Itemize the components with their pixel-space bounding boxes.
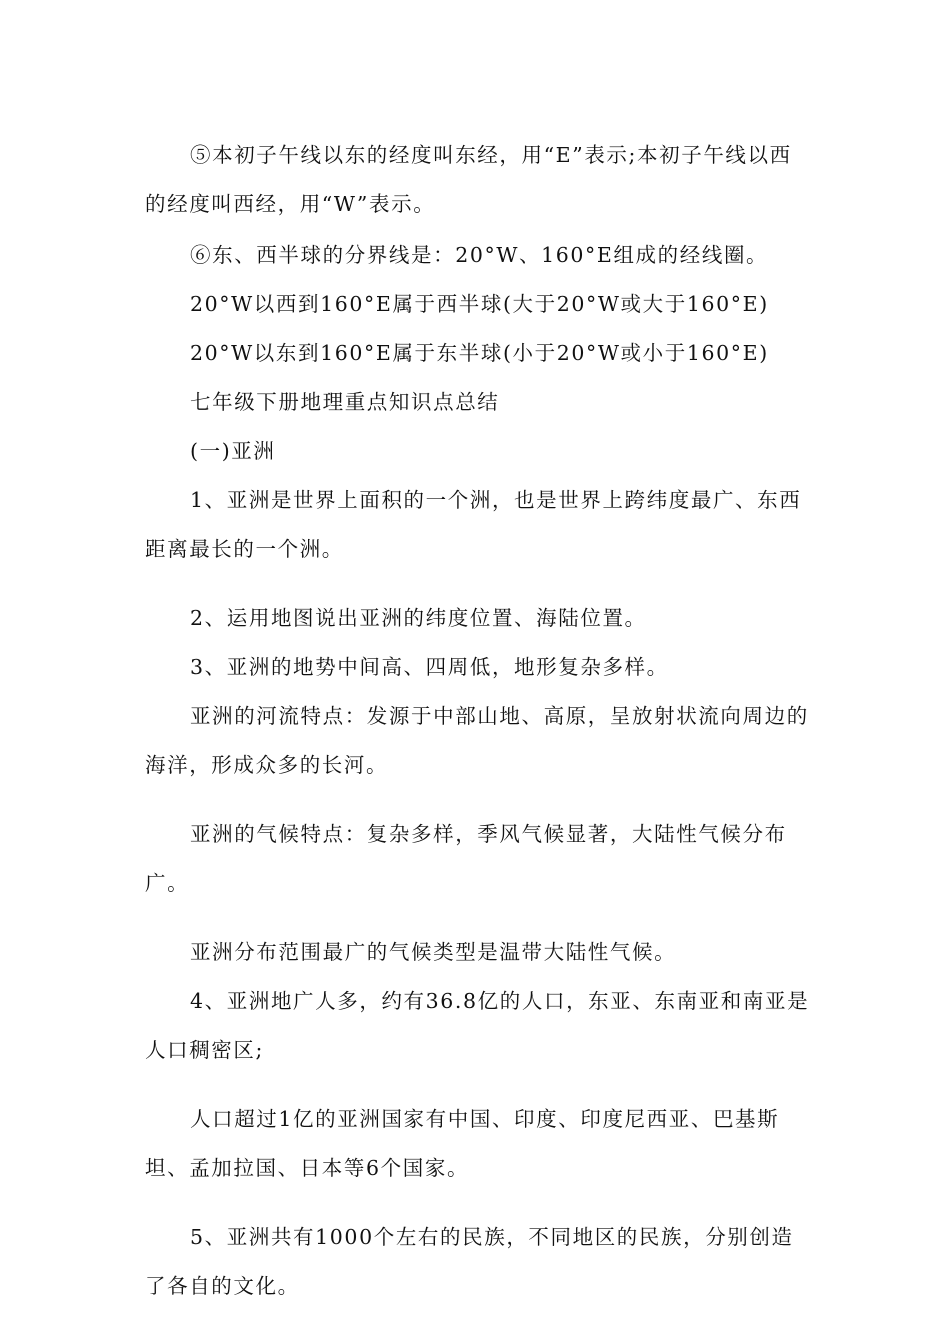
- paragraph-asia-location: 2、运用地图说出亚洲的纬度位置、海陆位置。: [190, 606, 647, 630]
- paragraph-asia-populous-countries: 人口超过1亿的亚洲国家有中国、印度、印度尼西亚、巴基斯坦、孟加拉国、日本等6个国家。: [145, 1107, 780, 1180]
- paragraph-asia-area: 1、亚洲是世界上面积的一个洲，也是世界上跨纬度最广、东西距离最长的一个洲。: [145, 488, 802, 561]
- subsection-heading-asia: (一)亚洲: [190, 439, 276, 463]
- paragraph-western-hemisphere: 20°W以西到160°E属于西半球(大于20°W或大于160°E): [190, 292, 769, 316]
- paragraph-asia-population: 4、亚洲地广人多，约有36.8亿的人口，东亚、东南亚和南亚是人口稠密区;: [145, 989, 810, 1062]
- paragraph-east-west-longitude: ⑤本初子午线以东的经度叫东经，用“E”表示;本初子午线以西的经度叫西经，用“W”表示。: [145, 143, 792, 216]
- paragraph-asia-ethnic-groups: 5、亚洲共有1000个左右的民族，不同地区的民族，分别创造了各自的文化。: [145, 1225, 794, 1298]
- paragraph-eastern-hemisphere: 20°W以东到160°E属于东半球(小于20°W或小于160°E): [190, 341, 769, 365]
- paragraph-asia-terrain: 3、亚洲的地势中间高、四周低，地形复杂多样。: [190, 655, 669, 679]
- paragraph-asia-climate-type: 亚洲分布范围最广的气候类型是温带大陆性气候。: [190, 940, 677, 964]
- paragraph-asia-climate: 亚洲的气候特点：复杂多样，季风气候显著，大陆性气候分布广。: [145, 822, 787, 895]
- document-body: [145, 131, 810, 1311]
- paragraph-asia-rivers: 亚洲的河流特点：发源于中部山地、高原，呈放射状流向周边的海洋，形成众多的长河。: [145, 704, 809, 777]
- section-heading: 七年级下册地理重点知识点总结: [190, 390, 500, 414]
- paragraph-hemisphere-boundary: ⑥东、西半球的分界线是：20°W、160°E组成的经线圈。: [190, 243, 769, 267]
